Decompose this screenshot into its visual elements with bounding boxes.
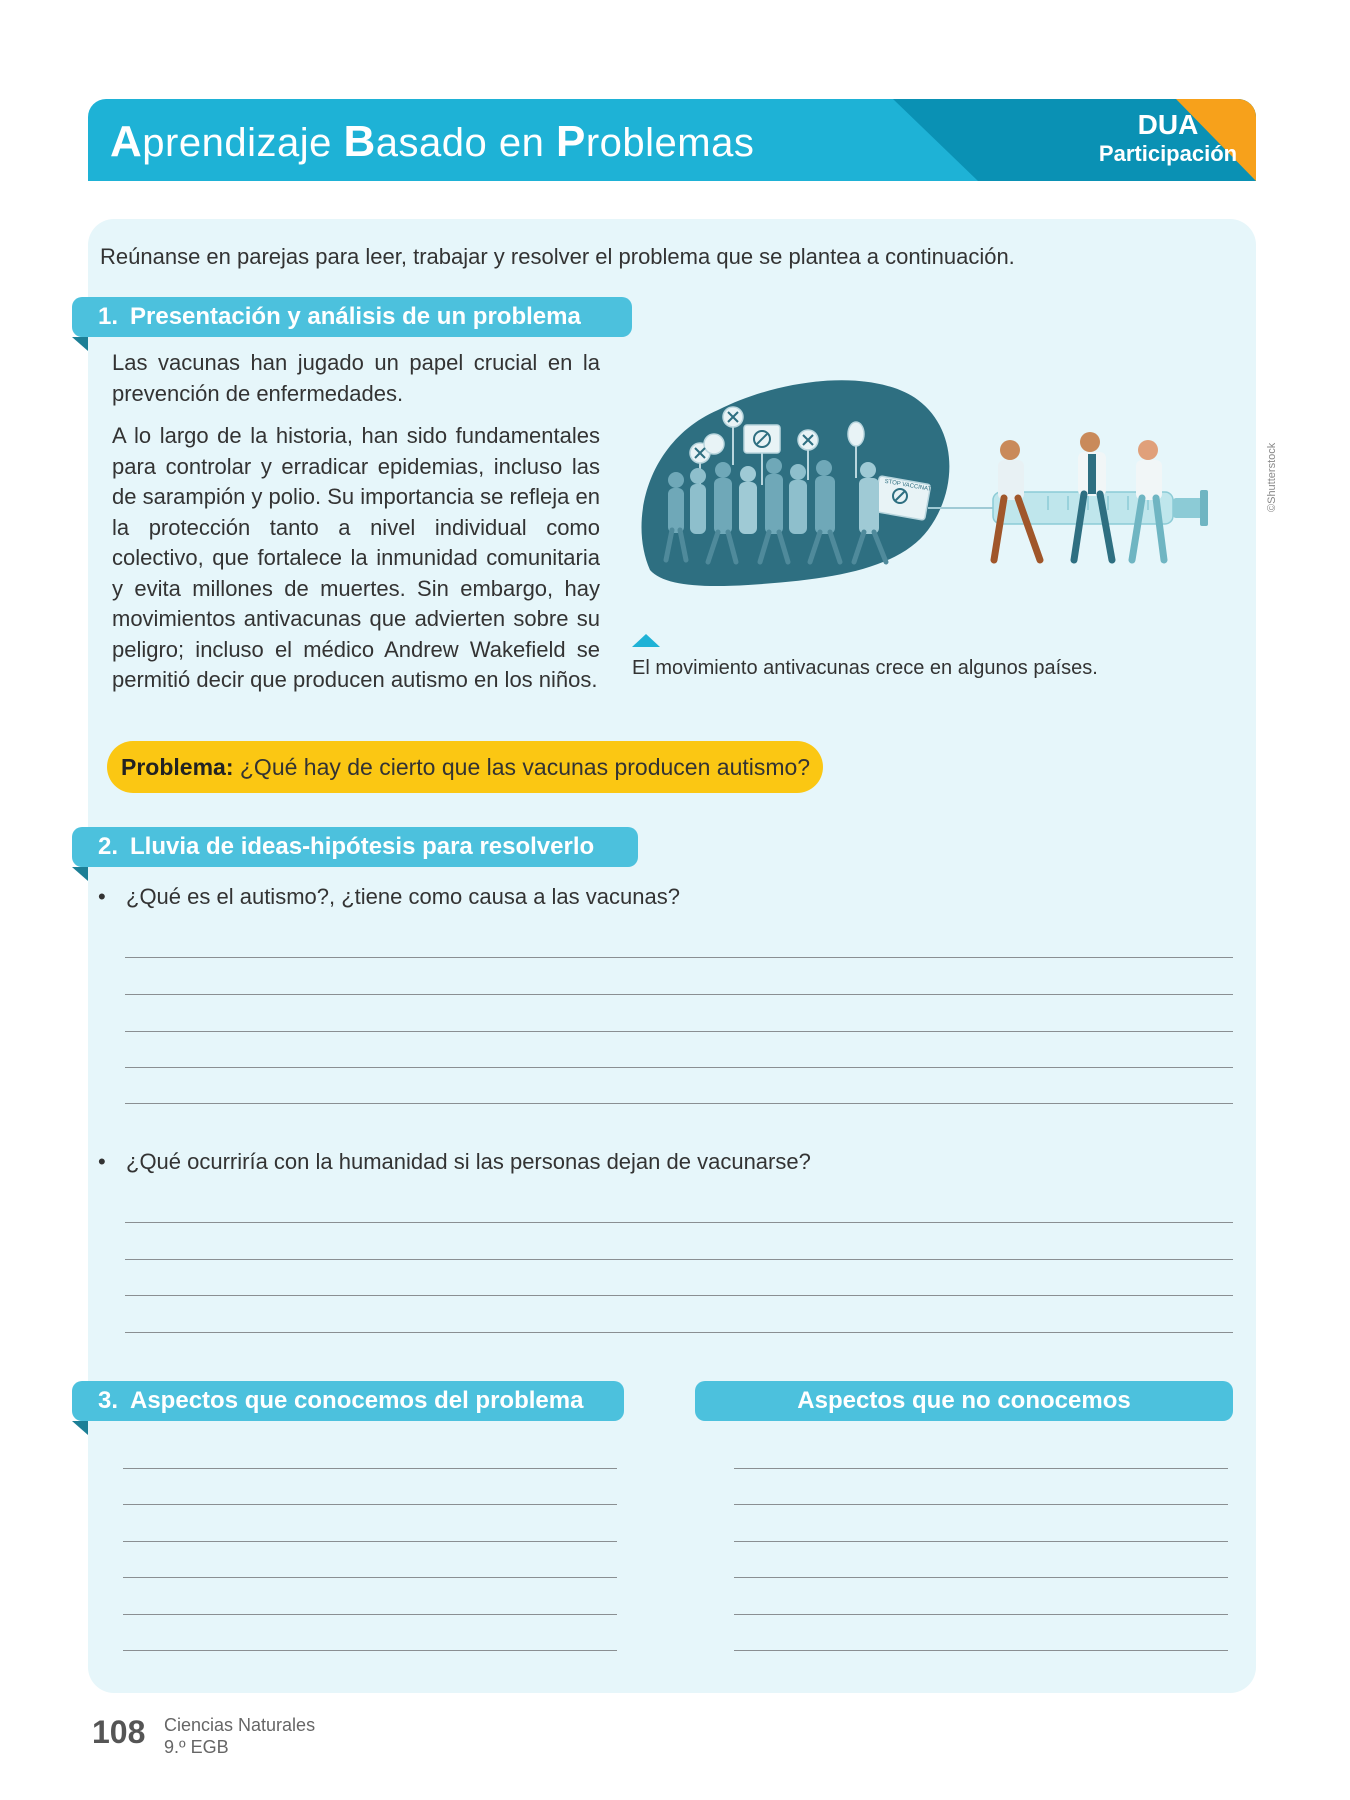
section3-tab-tail — [72, 1421, 88, 1435]
unknown-answer-line[interactable] — [734, 1650, 1228, 1651]
answer-line[interactable] — [125, 1332, 1233, 1333]
section2-tab-tail — [72, 867, 88, 881]
title-word-3: roblemas — [585, 121, 755, 165]
title-initial-p: P — [555, 117, 586, 166]
answer-line[interactable] — [125, 957, 1233, 958]
unknown-answer-line[interactable] — [734, 1468, 1228, 1469]
section1-title: Presentación y análisis de un problema — [130, 303, 581, 330]
question-2-bullet: • — [98, 1149, 106, 1174]
known-answer-line[interactable] — [123, 1650, 617, 1651]
question-1-bullet: • — [98, 884, 106, 909]
section3-title: Aspectos que conocemos del problema — [130, 1387, 584, 1414]
answer-line[interactable] — [125, 994, 1233, 995]
answer-line[interactable] — [125, 1222, 1233, 1223]
intro-text: Reúnanse en parejas para leer, trabajar y resolver el problema que se plantea a continuación. — [100, 244, 1015, 269]
section2-tab — [72, 827, 638, 867]
unknown-answer-line[interactable] — [734, 1577, 1228, 1578]
dua-label: DUA — [1137, 109, 1199, 140]
unknown-aspects-title: Aspectos que no conocemos — [797, 1387, 1131, 1414]
question-1 — [98, 884, 680, 910]
dua-badge — [993, 109, 1256, 167]
problem-text: ¿Qué hay de cierto que las vacunas producen autismo? — [233, 754, 811, 780]
known-answer-line[interactable] — [123, 1541, 617, 1542]
unknown-aspects-tab — [695, 1381, 1233, 1421]
image-credit: ©Shutterstock — [1266, 442, 1278, 512]
caption-arrow-icon — [632, 634, 660, 647]
answer-line[interactable] — [125, 1031, 1233, 1032]
title-word-2: asado en — [375, 121, 556, 165]
unknown-answer-line[interactable] — [734, 1541, 1228, 1542]
question-1-text: ¿Qué es el autismo?, ¿tiene como causa a las vacunas? — [126, 884, 680, 909]
page-number: 108 — [92, 1714, 146, 1750]
stop-vaccination-sign-text: STOP VACCINATION — [884, 478, 943, 495]
known-answer-line[interactable] — [123, 1614, 617, 1615]
title-initial-a: A — [110, 117, 143, 166]
problem-statement — [107, 741, 823, 793]
footer-grade: 9.º EGB — [164, 1737, 229, 1757]
footer-subject: Ciencias Naturales — [164, 1715, 316, 1735]
header-banner — [88, 99, 1256, 181]
section1-paragraph-2: A lo largo de la historia, han sido fundamentales para controlar y erradicar epidemias, incluso las de sarampión y polio. Su importancia se refleja en la protección tanto a nivel individual como colectivo, que fortalece la inmunidad comunitaria y evita millones de muertes. Sin embargo, hay movimientos antivacunas que advierten sobre su peligro; incluso el médico Andrew Wakefield se permitió decir que producen autismo en los niños. — [112, 423, 600, 692]
question-2 — [98, 1149, 811, 1175]
section2-title: Lluvia de ideas-hipótesis para resolverlo — [130, 833, 595, 860]
answer-line[interactable] — [125, 1103, 1233, 1104]
section2-number: 2. — [98, 833, 119, 860]
image-caption: El movimiento antivacunas crece en algunos países. — [632, 657, 1098, 679]
section1-tab-tail — [72, 337, 88, 351]
dua-sub-label: Participación — [1098, 141, 1238, 166]
antivax-illustration — [628, 370, 1208, 592]
title-word-1: prendizaje — [142, 121, 344, 165]
unknown-answer-line[interactable] — [734, 1504, 1228, 1505]
known-answer-line[interactable] — [123, 1577, 617, 1578]
answer-line[interactable] — [125, 1259, 1233, 1260]
known-answer-line[interactable] — [123, 1468, 617, 1469]
known-answer-line[interactable] — [123, 1504, 617, 1505]
title-initial-b: B — [343, 117, 376, 166]
section1-paragraph-1: Las vacunas han jugado un papel crucial en la prevención de enfermedades. — [112, 350, 600, 406]
answer-line[interactable] — [125, 1295, 1233, 1296]
section3-number: 3. — [98, 1387, 119, 1414]
answer-line[interactable] — [125, 1067, 1233, 1068]
problem-label: Problema: — [121, 754, 234, 780]
unknown-answer-line[interactable] — [734, 1614, 1228, 1615]
section3-tab — [72, 1381, 624, 1421]
section1-number: 1. — [98, 303, 119, 330]
section1-tab — [72, 297, 632, 337]
question-2-text: ¿Qué ocurriría con la humanidad si las personas dejan de vacunarse? — [126, 1149, 811, 1174]
page-title — [110, 117, 754, 167]
